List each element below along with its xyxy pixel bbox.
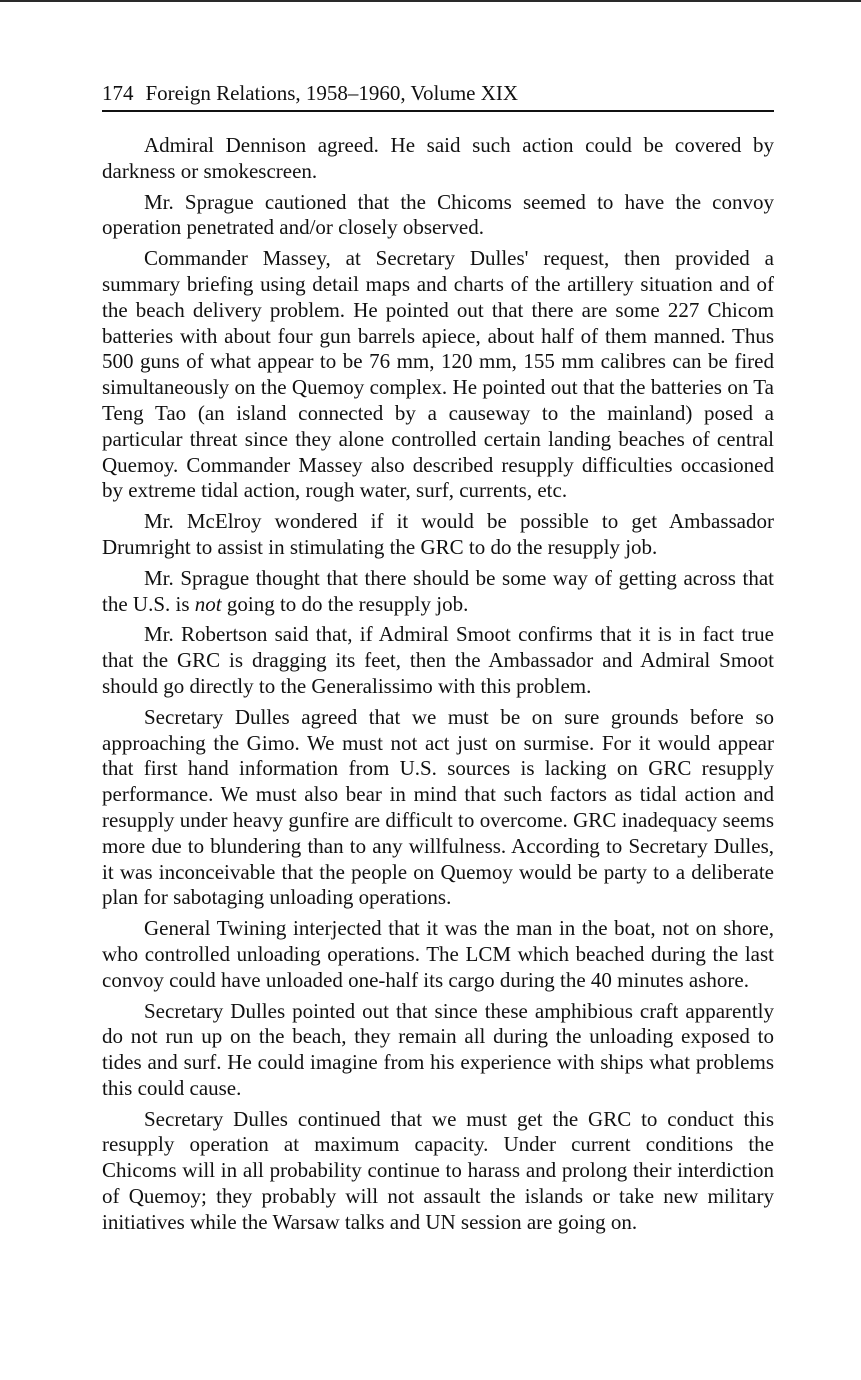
paragraph-dennison-agreed: Admiral Dennison agreed. He said such action could be covered by darkness or smokescreen. [102, 133, 774, 183]
paragraph-dulles-continued: Secretary Dulles continued that we must get the GRC to conduct this resupply operation at maximum capacity. Under current conditions the Chicoms will in all probability continue to harass and prolong their interdiction of Quemoy; they probably will not assault the islands or take new military initiatives while the Warsaw talks and UN session are going on. [102, 1106, 774, 1234]
body-text [102, 133, 774, 1236]
paragraph-robertson-said: Mr. Robertson said that, if Admiral Smoot confirms that it is in fact true that the GRC is dragging its feet, then the Ambassador and Admiral Smoot should go directly to the Generalissimo with this problem. [102, 622, 774, 698]
document-page [102, 78, 774, 1241]
paragraph-sprague-thought [102, 566, 774, 618]
running-title: Foreign Relations, 1958–1960, Volume XIX [145, 81, 519, 105]
paragraph-massey-briefing: Commander Massey, at Secretary Dulles' request, then provided a summary briefing using detail maps and charts of the artillery situation and of the beach delivery problem. He pointed out that there are some 227 Chicom batteries with about four gun barrels apiece, about half of them manned. Thus 500 guns of what appear to be 76 mm, 120 mm, 155 mm calibres can be fired simultaneously on the Quemoy complex. He pointed out that the batteries on Ta Teng Tao (an island connected by a causeway to the mainland) posed a particular threat since they alone controlled certain landing beaches of central Quemoy. Commander Massey also described resupply difficulties occasioned by extreme tidal action, rough water, surf, currents, etc. [102, 246, 774, 503]
paragraph-dulles-pointed-out: Secretary Dulles pointed out that since these amphibious craft apparently do not run up on the beach, they remain all during the unloading exposed to tides and surf. He could imagine from his experience with ships what problems this could cause. [102, 998, 774, 1100]
paragraph-mcelroy-wondered: Mr. McElroy wondered if it would be possible to get Ambassador Drumright to assist in stimulating the GRC to do the resupply job. [102, 509, 774, 559]
scan-top-edge-rule [0, 0, 861, 2]
paragraph-sprague-thought-text-2: going to do the resupply job. [221, 591, 469, 616]
paragraph-twining-interjected: General Twining interjected that it was the man in the boat, not on shore, who controlled unloading operations. The LCM which beached during the last convoy could have unloaded one-half its cargo during the 40 minutes ashore. [102, 916, 774, 992]
page-number: 174 [102, 81, 134, 105]
paragraph-dulles-agreed: Secretary Dulles agreed that we must be on sure grounds before so approaching the Gimo. We must not act just on surmise. For it would appear that first hand information from U.S. sources is lacking on GRC resupply performance. We must also bear in mind that such factors as tidal action and resupply under heavy gunfire are difficult to overcome. GRC inadequacy seems more due to blundering than to any willfulness. According to Secretary Dulles, it was inconceivable that the people on Quemoy would be party to a deliberate plan for sabotaging unloading operations. [102, 704, 774, 910]
emphasis-not: not [194, 591, 222, 616]
paragraph-sprague-thought-text-1: Mr. Sprague thought that there should be some way of getting across that the U.S. is [102, 565, 774, 616]
running-header [102, 78, 774, 112]
paragraph-sprague-cautioned: Mr. Sprague cautioned that the Chicoms seemed to have the convoy operation penetrated and/or closely observed. [102, 189, 774, 240]
